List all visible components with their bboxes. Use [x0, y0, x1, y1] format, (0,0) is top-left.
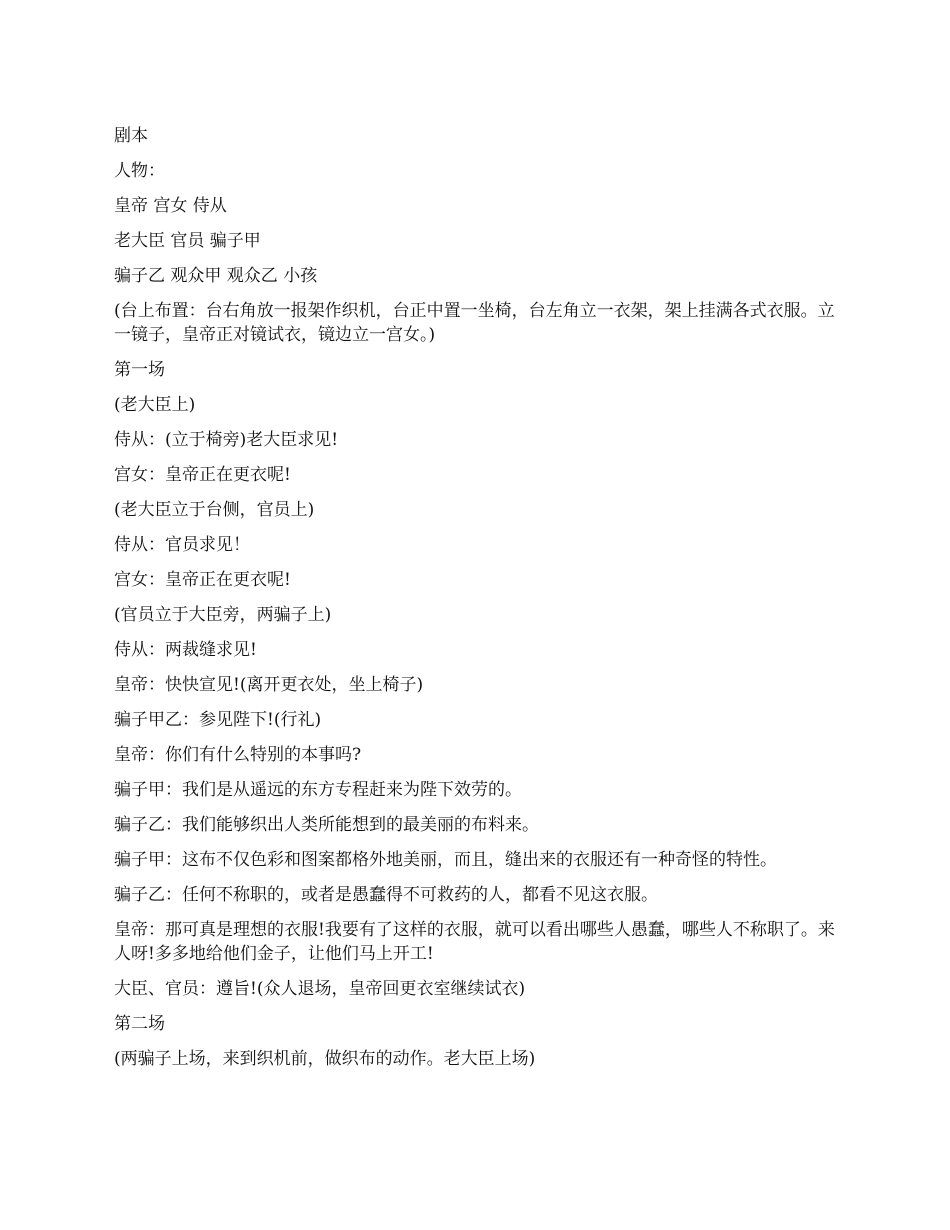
document-body — [114, 124, 836, 1082]
dialogue-line: 皇帝：那可真是理想的衣服!我要有了这样的衣服，就可以看出哪些人愚蠢，哪些人不称职了。来人呀!多多地给他们金子，让他们马上开工! — [114, 920, 835, 964]
dialogue-line: 皇帝：你们有什么特别的本事吗? — [114, 745, 362, 765]
characters-line-1: 皇帝 宫女 侍从 — [114, 196, 227, 216]
dialogue-line: 骗子甲：这布不仅色彩和图案都格外地美丽，而且，缝出来的衣服还有一种奇怪的特性。 — [114, 850, 777, 870]
characters-line-2: 老大臣 官员 骗子甲 — [114, 231, 261, 251]
dialogue-line: 侍从：官员求见！ — [114, 535, 250, 555]
dialogue-line: 骗子乙：任何不称职的，或者是愚蠢得不可救药的人，都看不见这衣服。 — [114, 885, 658, 905]
characters-line-3: 骗子乙 观众甲 观众乙 小孩 — [114, 266, 318, 286]
stage-direction: (官员立于大臣旁，两骗子上) — [114, 605, 332, 625]
dialogue-line: 宫女：皇帝正在更衣呢! — [114, 465, 291, 485]
characters-heading: 人物： — [114, 161, 165, 181]
dialogue-line: 侍从：两裁缝求见! — [114, 640, 257, 660]
dialogue-line: 大臣、官员：遵旨!(众人退场，皇帝回更衣室继续试衣) — [114, 979, 526, 999]
dialogue-line: 皇帝：快快宣见!(离开更衣处，坐上椅子) — [114, 675, 424, 695]
scene-two-heading: 第二场 — [114, 1014, 165, 1034]
dialogue-line: 宫女：皇帝正在更衣呢! — [114, 570, 291, 590]
scene-one-heading: 第一场 — [114, 360, 165, 380]
stage-setting: (台上布置：台右角放一报架作织机，台正中置一坐椅，台左角立一衣架，架上挂满各式衣服。立一镜子，皇帝正对镜试衣，镜边立一宫女。) — [114, 301, 835, 345]
dialogue-line: 骗子甲乙：参见陛下!(行礼) — [114, 710, 322, 730]
dialogue-line: 骗子乙：我们能够织出人类所能想到的最美丽的布料来。 — [114, 815, 539, 835]
stage-direction: (老大臣上) — [114, 395, 196, 415]
script-title: 剧本 — [114, 126, 148, 146]
dialogue-line: 侍从：(立于椅旁)老大臣求见! — [114, 430, 339, 450]
stage-direction: (老大臣立于台侧，官员上) — [114, 500, 315, 520]
dialogue-line: 骗子甲：我们是从遥远的东方专程赶来为陛下效劳的。 — [114, 780, 522, 800]
stage-direction: (两骗子上场，来到织机前，做织布的动作。老大臣上场) — [114, 1049, 536, 1069]
